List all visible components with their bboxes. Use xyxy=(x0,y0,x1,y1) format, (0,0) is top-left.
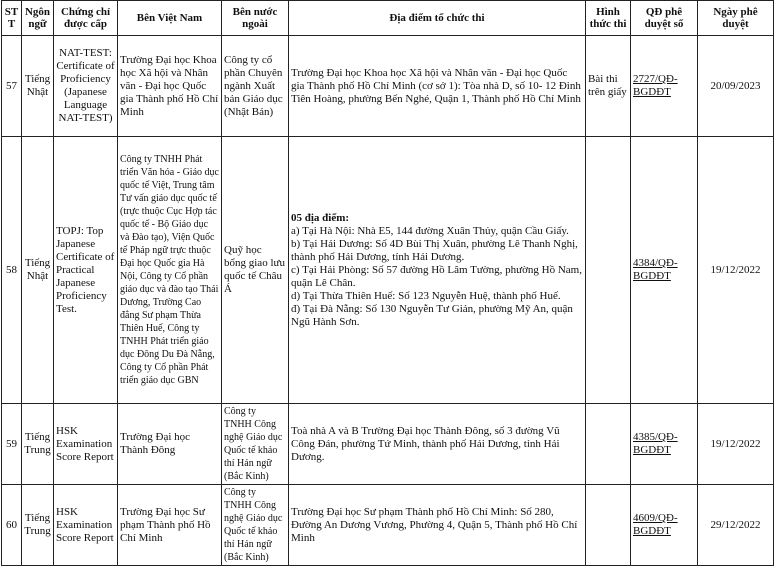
header-ngon-ngu: Ngôn ngữ xyxy=(22,1,54,36)
location-item: d) Tại Thừa Thiên Huế: Số 123 Nguyễn Huệ, thành phố Huế. xyxy=(291,289,561,302)
header-ben-nuoc-ngoai: Bên nước ngoài xyxy=(222,1,289,36)
cell-hinh-thuc xyxy=(586,485,631,566)
cell-ngon-ngu: Tiếng Trung xyxy=(22,404,54,485)
location-item: đ) Tại Đà Nẵng: Số 130 Nguyễn Tư Giản, phường Mỹ An, quận Ngũ Hành Sơn. xyxy=(291,302,573,328)
cell-ben-viet-nam: Trường Đại học Sư phạm Thành phố Hồ Chí Minh xyxy=(118,485,222,566)
header-qd: QĐ phê duyệt số xyxy=(631,1,698,36)
cell-ben-nuoc-ngoai: Công ty TNHH Công nghệ Giáo dục Quốc tế khảo thí Hán ngữ (Bắc Kinh) xyxy=(222,404,289,485)
cell-ngon-ngu: Tiếng Trung xyxy=(22,485,54,566)
cell-qd[interactable] xyxy=(631,137,698,404)
cell-qd[interactable] xyxy=(631,404,698,485)
table-row xyxy=(2,137,774,404)
decision-link[interactable]: 4384/QĐ-BGDĐT xyxy=(633,257,678,282)
cell-ngay: 19/12/2022 xyxy=(698,404,774,485)
cell-ben-nuoc-ngoai: Công ty TNHH Công nghệ Giáo dục Quốc tế khảo thí Hán ngữ (Bắc Kinh) xyxy=(222,485,289,566)
header-row xyxy=(2,1,774,36)
cell-ngay: 20/09/2023 xyxy=(698,36,774,137)
header-ngay: Ngày phê duyệt xyxy=(698,1,774,36)
cell-chung-chi: HSK Examination Score Report xyxy=(54,404,118,485)
cell-ben-viet-nam: Trường Đại học Thành Đông xyxy=(118,404,222,485)
cell-chung-chi: TOPJ: Top Japanese Certificate of Practical Japanese Proficiency Test. xyxy=(54,137,118,404)
cell-dia-diem xyxy=(289,137,586,404)
decision-link[interactable]: 4385/QĐ-BGDĐT xyxy=(633,431,678,456)
cell-ngay: 29/12/2022 xyxy=(698,485,774,566)
cell-stt: 59 xyxy=(2,404,22,485)
cell-hinh-thuc xyxy=(586,404,631,485)
header-stt: STT xyxy=(2,1,22,36)
cell-ngon-ngu: Tiếng Nhật xyxy=(22,137,54,404)
cell-ben-viet-nam: Công ty TNHH Phát triển Văn hóa - Giáo dục quốc tế Việt, Trung tâm Tư vấn giáo dục quốc tế (trực thuộc Cục Hợp tác quốc tế - Bộ Giáo dục và Đào tạo), Viện Quốc tế Pháp ngữ trực thuộc Đại học Quốc gia Hà Nội, Công ty Cổ phần giáo dục và đào tạo Thái Dương, Trường Cao đẳng Sư phạm Thừa Thiên Huế, Công ty TNHH Phát triển giáo dục Đông Du Đà Nẵng, Công ty Cổ phần Phát triển giáo dục GBN xyxy=(118,137,222,404)
cell-hinh-thuc: Bài thi trên giấy xyxy=(586,36,631,137)
table-row xyxy=(2,485,774,566)
header-chung-chi: Chứng chỉ được cấp xyxy=(54,1,118,36)
cell-stt: 57 xyxy=(2,36,22,137)
cell-ben-nuoc-ngoai: Quỹ học bổng giao lưu quốc tế Châu Á xyxy=(222,137,289,404)
location-count-title: 05 địa điểm: xyxy=(291,211,350,224)
cell-qd[interactable] xyxy=(631,36,698,137)
cell-ngon-ngu: Tiếng Nhật xyxy=(22,36,54,137)
decision-link[interactable]: 4609/QĐ-BGDĐT xyxy=(633,512,678,537)
cell-dia-diem: Toà nhà A và B Trường Đại học Thành Đông, số 3 đường Vũ Công Đán, phường Tứ Minh, thành phố Hải Dương, tỉnh Hải Dương. xyxy=(289,404,586,485)
header-ben-viet-nam: Bên Việt Nam xyxy=(118,1,222,36)
table-row xyxy=(2,404,774,485)
location-item: c) Tại Hải Phòng: Số 57 đường Hồ Lâm Tường, phường Hồ Nam, quận Lê Chân. xyxy=(291,263,582,289)
exam-approval-table xyxy=(1,0,774,566)
cell-ngay: 19/12/2022 xyxy=(698,137,774,404)
cell-ben-viet-nam: Trường Đại học Khoa học Xã hội và Nhân văn - Đại học Quốc gia Thành phố Hồ Chí Minh xyxy=(118,36,222,137)
header-dia-diem: Địa điểm tổ chức thi xyxy=(289,1,586,36)
cell-dia-diem: Trường Đại học Sư phạm Thành phố Hồ Chí Minh: Số 280, Đường An Dương Vương, Phường 4, Quận 5, Thành phố Hồ Chí Minh xyxy=(289,485,586,566)
location-item: b) Tại Hải Dương: Số 4D Bùi Thị Xuân, phường Lê Thanh Nghị, thành phố Hải Dương, tỉnh Hải Dương. xyxy=(291,237,578,263)
decision-link[interactable]: 2727/QĐ-BGDĐT xyxy=(633,73,678,98)
cell-chung-chi: NAT-TEST: Certificate of Proficiency (Japanese Language NAT-TEST) xyxy=(54,36,118,137)
cell-dia-diem: Trường Đại học Khoa học Xã hội và Nhân văn - Đại học Quốc gia Thành phố Hồ Chí Minh (cơ sở 1): Tòa nhà D, số 10- 12 Đinh Tiên Hoàng, phường Bến Nghé, Quận 1, Thành phố Hồ Chí Minh xyxy=(289,36,586,137)
cell-hinh-thuc xyxy=(586,137,631,404)
location-item: a) Tại Hà Nội: Nhà E5, 144 đường Xuân Thủy, quận Cầu Giấy. xyxy=(291,224,569,237)
cell-stt: 58 xyxy=(2,137,22,404)
cell-qd[interactable] xyxy=(631,485,698,566)
cell-stt: 60 xyxy=(2,485,22,566)
header-hinh-thuc: Hình thức thi xyxy=(586,1,631,36)
cell-ben-nuoc-ngoai: Công ty cổ phần Chuyên ngành Xuất bản Giáo dục (Nhật Bản) xyxy=(222,36,289,137)
cell-chung-chi: HSK Examination Score Report xyxy=(54,485,118,566)
table-row xyxy=(2,36,774,137)
